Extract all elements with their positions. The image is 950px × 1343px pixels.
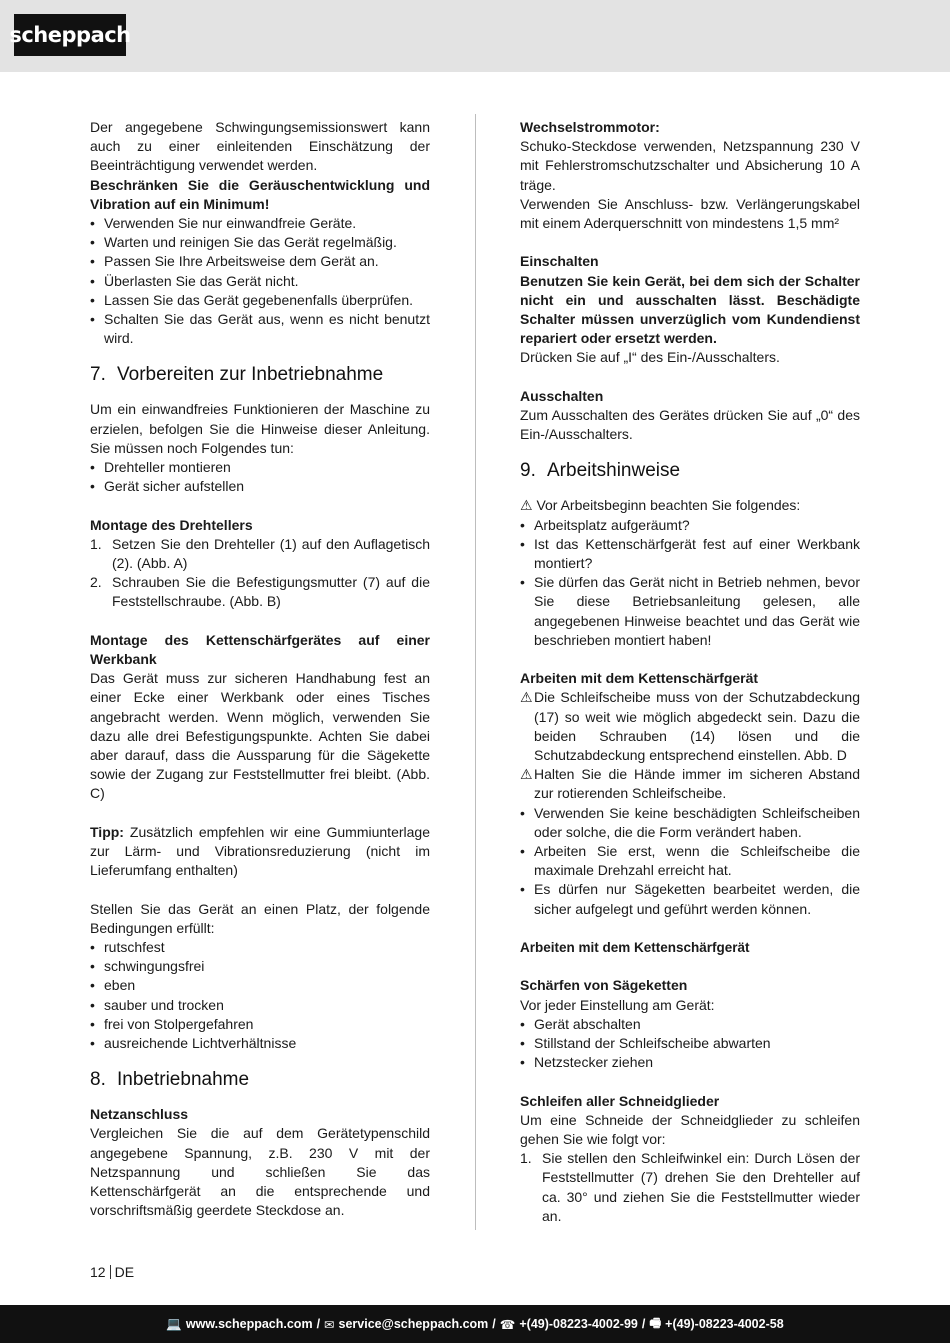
list-item: • Es dürfen nur Sägeketten bearbeitet werden, die sicher aufgelegt und geführt werden können. [520, 881, 860, 917]
motor-heading: Wechselstrommotor: [520, 119, 660, 135]
mail-icon: ✉ [324, 1317, 335, 1332]
list-item: • Verwenden Sie keine beschädigten Schleifscheiben oder solche, die die Form verändert haben. [520, 804, 860, 840]
before-paragraph: ⚠ Vor Arbeitsbeginn beachten Sie folgendes: [520, 497, 801, 514]
list-item: • Sie dürfen das Gerät nicht in Betrieb nehmen, bevor Sie diese Betriebsanleitung gelesen, alle angegebenen Hinweise beachtet und das Gerät wie beschrieben montiert haben! [520, 574, 860, 648]
list-item: • Warten und reinigen Sie das Gerät regelmäßig. [90, 234, 397, 251]
grind-paragraph: Um eine Schneide der Schneidglieder zu schleifen gehen Sie wie folgt vor: [520, 1111, 860, 1148]
footer-email: service@scheppach.com [338, 1317, 489, 1331]
switch-on-paragraph: Drücken Sie auf „I“ des Ein-/Ausschalters. [520, 349, 780, 366]
list-item: • Arbeitsplatz aufgeräumt? [520, 516, 690, 533]
switch-off-heading: Ausschalten [520, 387, 604, 404]
section-7-heading: 7. Vorbereiten zur Inbetriebnahme [90, 364, 384, 386]
list-item: • Netzstecker ziehen [520, 1054, 654, 1071]
list-item: • Arbeiten Sie erst, wenn die Schleifscheibe die maximale Drehzahl erreicht hat. [520, 843, 860, 879]
before-list [520, 516, 860, 650]
list-item: 1. Setzen Sie den Drehteller (1) auf den Auflagetisch (2). (Abb. A) [90, 535, 430, 572]
list-item: • Ist das Kettenschärfgerät fest auf einer Werkbank montiert? [520, 535, 860, 572]
left-column [90, 118, 430, 1221]
prep-paragraph: Um ein einwandfreies Funktionieren der Maschine zu erzielen, befolgen Sie die Hinweise dieser Anleitung. Sie müssen noch Folgendes tun: [90, 401, 430, 456]
place-paragraph: Stellen Sie das Gerät an einen Platz, der folgende Bedingungen erfüllt: [90, 900, 430, 936]
list-item: • frei von Stolpergefahren [90, 1015, 254, 1032]
phone-icon: ☎ [499, 1317, 516, 1332]
grind-steps [520, 1149, 860, 1226]
limit-list [90, 214, 430, 348]
sharpen-heading: Schärfen von Sägeketten [520, 977, 688, 994]
list-item: • Drehteller montieren [90, 459, 231, 476]
brand-logo [9, 14, 131, 56]
list-item: • Verwenden Sie nur einwandfreie Geräte. [90, 215, 357, 232]
switch-on-heading: Einschalten [520, 253, 599, 270]
section-8-heading: 8. Inbetriebnahme [90, 1069, 250, 1091]
list-item: • Passen Sie Ihre Arbeitsweise dem Gerät an. [90, 253, 379, 270]
work-heading: Arbeiten mit dem Kettenschärfgerät [520, 670, 759, 687]
list-item: ⚠ Die Schleifscheibe muss von der Schutzabdeckung (17) so weit wie möglich abgedeckt sein. Dazu die beiden Schrauben (14) lösen und die Schutzabdeckung entsprechend einstellen. Abb. D [520, 689, 860, 764]
motor-paragraph-1: Schuko-Steckdose verwenden, Netzspannung 230 V mit Fehlerstromschutzschalter und Absicherung 10 A träge. [520, 138, 860, 193]
work-heading-2: Arbeiten mit dem Kettenschärfgerät [520, 940, 750, 956]
column-divider [475, 114, 476, 1230]
power-heading: Netzanschluss [90, 1106, 189, 1123]
section-9-heading: 9. Arbeitshinweise [520, 460, 681, 482]
right-column [520, 118, 860, 1226]
place-list [90, 938, 430, 1053]
turntable-steps [90, 535, 430, 612]
list-item: • sauber und trocken [90, 996, 224, 1013]
list-item: • ausreichende Lichtverhältnisse [90, 1035, 297, 1052]
sharpen-list [520, 1015, 860, 1073]
footer-web: www.scheppach.com [185, 1317, 313, 1331]
footer-band: 💻 www.scheppach.com / ✉ service@scheppach.com / ☎ +(49)-08223-4002-99 / 🖷 +(49)-08223-4002-58 [0, 1305, 950, 1343]
prep-list [90, 458, 430, 496]
tip-paragraph: Tipp: Zusätzlich empfehlen wir eine Gummiunterlage zur Lärm- und Vibrationsreduzierung (nicht im Lieferumfang enthalten) [90, 823, 430, 879]
list-item: • Schalten Sie das Gerät aus, wenn es nicht benutzt wird. [90, 311, 430, 347]
list-item: • Stillstand der Schleifscheibe abwarten [520, 1035, 771, 1052]
list-item: 1. Sie stellen den Schleifwinkel ein: Durch Lösen der Feststellmutter (7) drehen Sie den Drehteller auf ca. 30° und ziehen Sie die Feststellmutter wieder an. [520, 1150, 860, 1224]
power-paragraph: Vergleichen Sie die auf dem Gerätetypenschild angegebene Spannung, z.B. 230 V mit der Netzspannung und schließen Sie das Kettenschärfgerät an die entsprechende und vorschriftsmäßig geerdete Steckdose an. [90, 1125, 430, 1219]
sharpen-paragraph: Vor jeder Einstellung am Gerät: [520, 996, 715, 1013]
bench-paragraph: Das Gerät muss zur sicheren Handhabung fest an einer Ecke einer Werkbank oder eines Tisches angebracht werden. Wenn möglich, verwenden Sie dazu alle drei Befestigungspunkte. Achten Sie dabei aber darauf, dass die Aussparung für die Sägekette sowie der Zugang zur Feststellmutter frei bleibt. (Abb. C) [90, 670, 430, 802]
list-item: • Überlasten Sie das Gerät nicht. [90, 272, 299, 289]
motor-paragraph-2: Verwenden Sie Anschluss- bzw. Verlängerungskabel mit einem Aderquerschnitt von mindestens 1,5 mm² [520, 195, 860, 232]
fax-icon: 🖷 [649, 1315, 662, 1330]
footer-phone: +(49)-08223-4002-99 [519, 1317, 638, 1331]
limit-heading: Beschränken Sie die Geräuschentwicklung und Vibration auf ein Minimum! [90, 176, 430, 212]
warning-icon: ⚠ [520, 689, 533, 706]
list-item: • Gerät abschalten [520, 1015, 641, 1032]
grind-heading: Schleifen aller Schneidglieder [520, 1092, 720, 1109]
work-list [520, 688, 860, 918]
logo-text: scheppach [9, 23, 131, 47]
list-item: • rutschfest [90, 939, 165, 956]
warning-icon: ⚠ [520, 497, 533, 514]
turntable-heading: Montage des Drehtellers [90, 516, 253, 533]
switch-off-paragraph: Zum Ausschalten des Gerätes drücken Sie auf „0“ des Ein-/Ausschalters. [520, 407, 860, 443]
header-band [0, 0, 950, 72]
page-number: 12 DE [90, 1264, 135, 1280]
list-item: 2. Schrauben Sie die Befestigungsmutter (7) auf die Feststellschraube. (Abb. B) [90, 574, 430, 610]
bench-heading: Montage des Kettenschärfgerätes auf einer Werkbank [90, 631, 430, 668]
list-item: • Gerät sicher aufstellen [90, 478, 245, 495]
computer-icon: 💻 [166, 1316, 182, 1331]
list-item: • Lassen Sie das Gerät gegebenenfalls überprüfen. [90, 291, 413, 308]
list-item: • eben [90, 977, 136, 994]
list-item: • schwingungsfrei [90, 958, 205, 975]
footer-fax: +(49)-08223-4002-58 [665, 1317, 784, 1331]
switch-on-warning: Benutzen Sie kein Gerät, bei dem sich der Schalter nicht ein und ausschalten lässt. Beschädigte Schalter müssen unverzüglich vom Kundendienst repariert oder ersetzt werden. [520, 272, 860, 347]
intro-paragraph: Der angegebene Schwingungsemissionswert kann auch zu einer einleitenden Einschätzung der Beeinträchtigung verwendet werden. [90, 119, 430, 174]
warning-icon: ⚠ [520, 766, 533, 783]
list-item: ⚠ Halten Sie die Hände immer im sicheren Abstand zur rotierenden Schleifscheibe. [520, 766, 860, 802]
